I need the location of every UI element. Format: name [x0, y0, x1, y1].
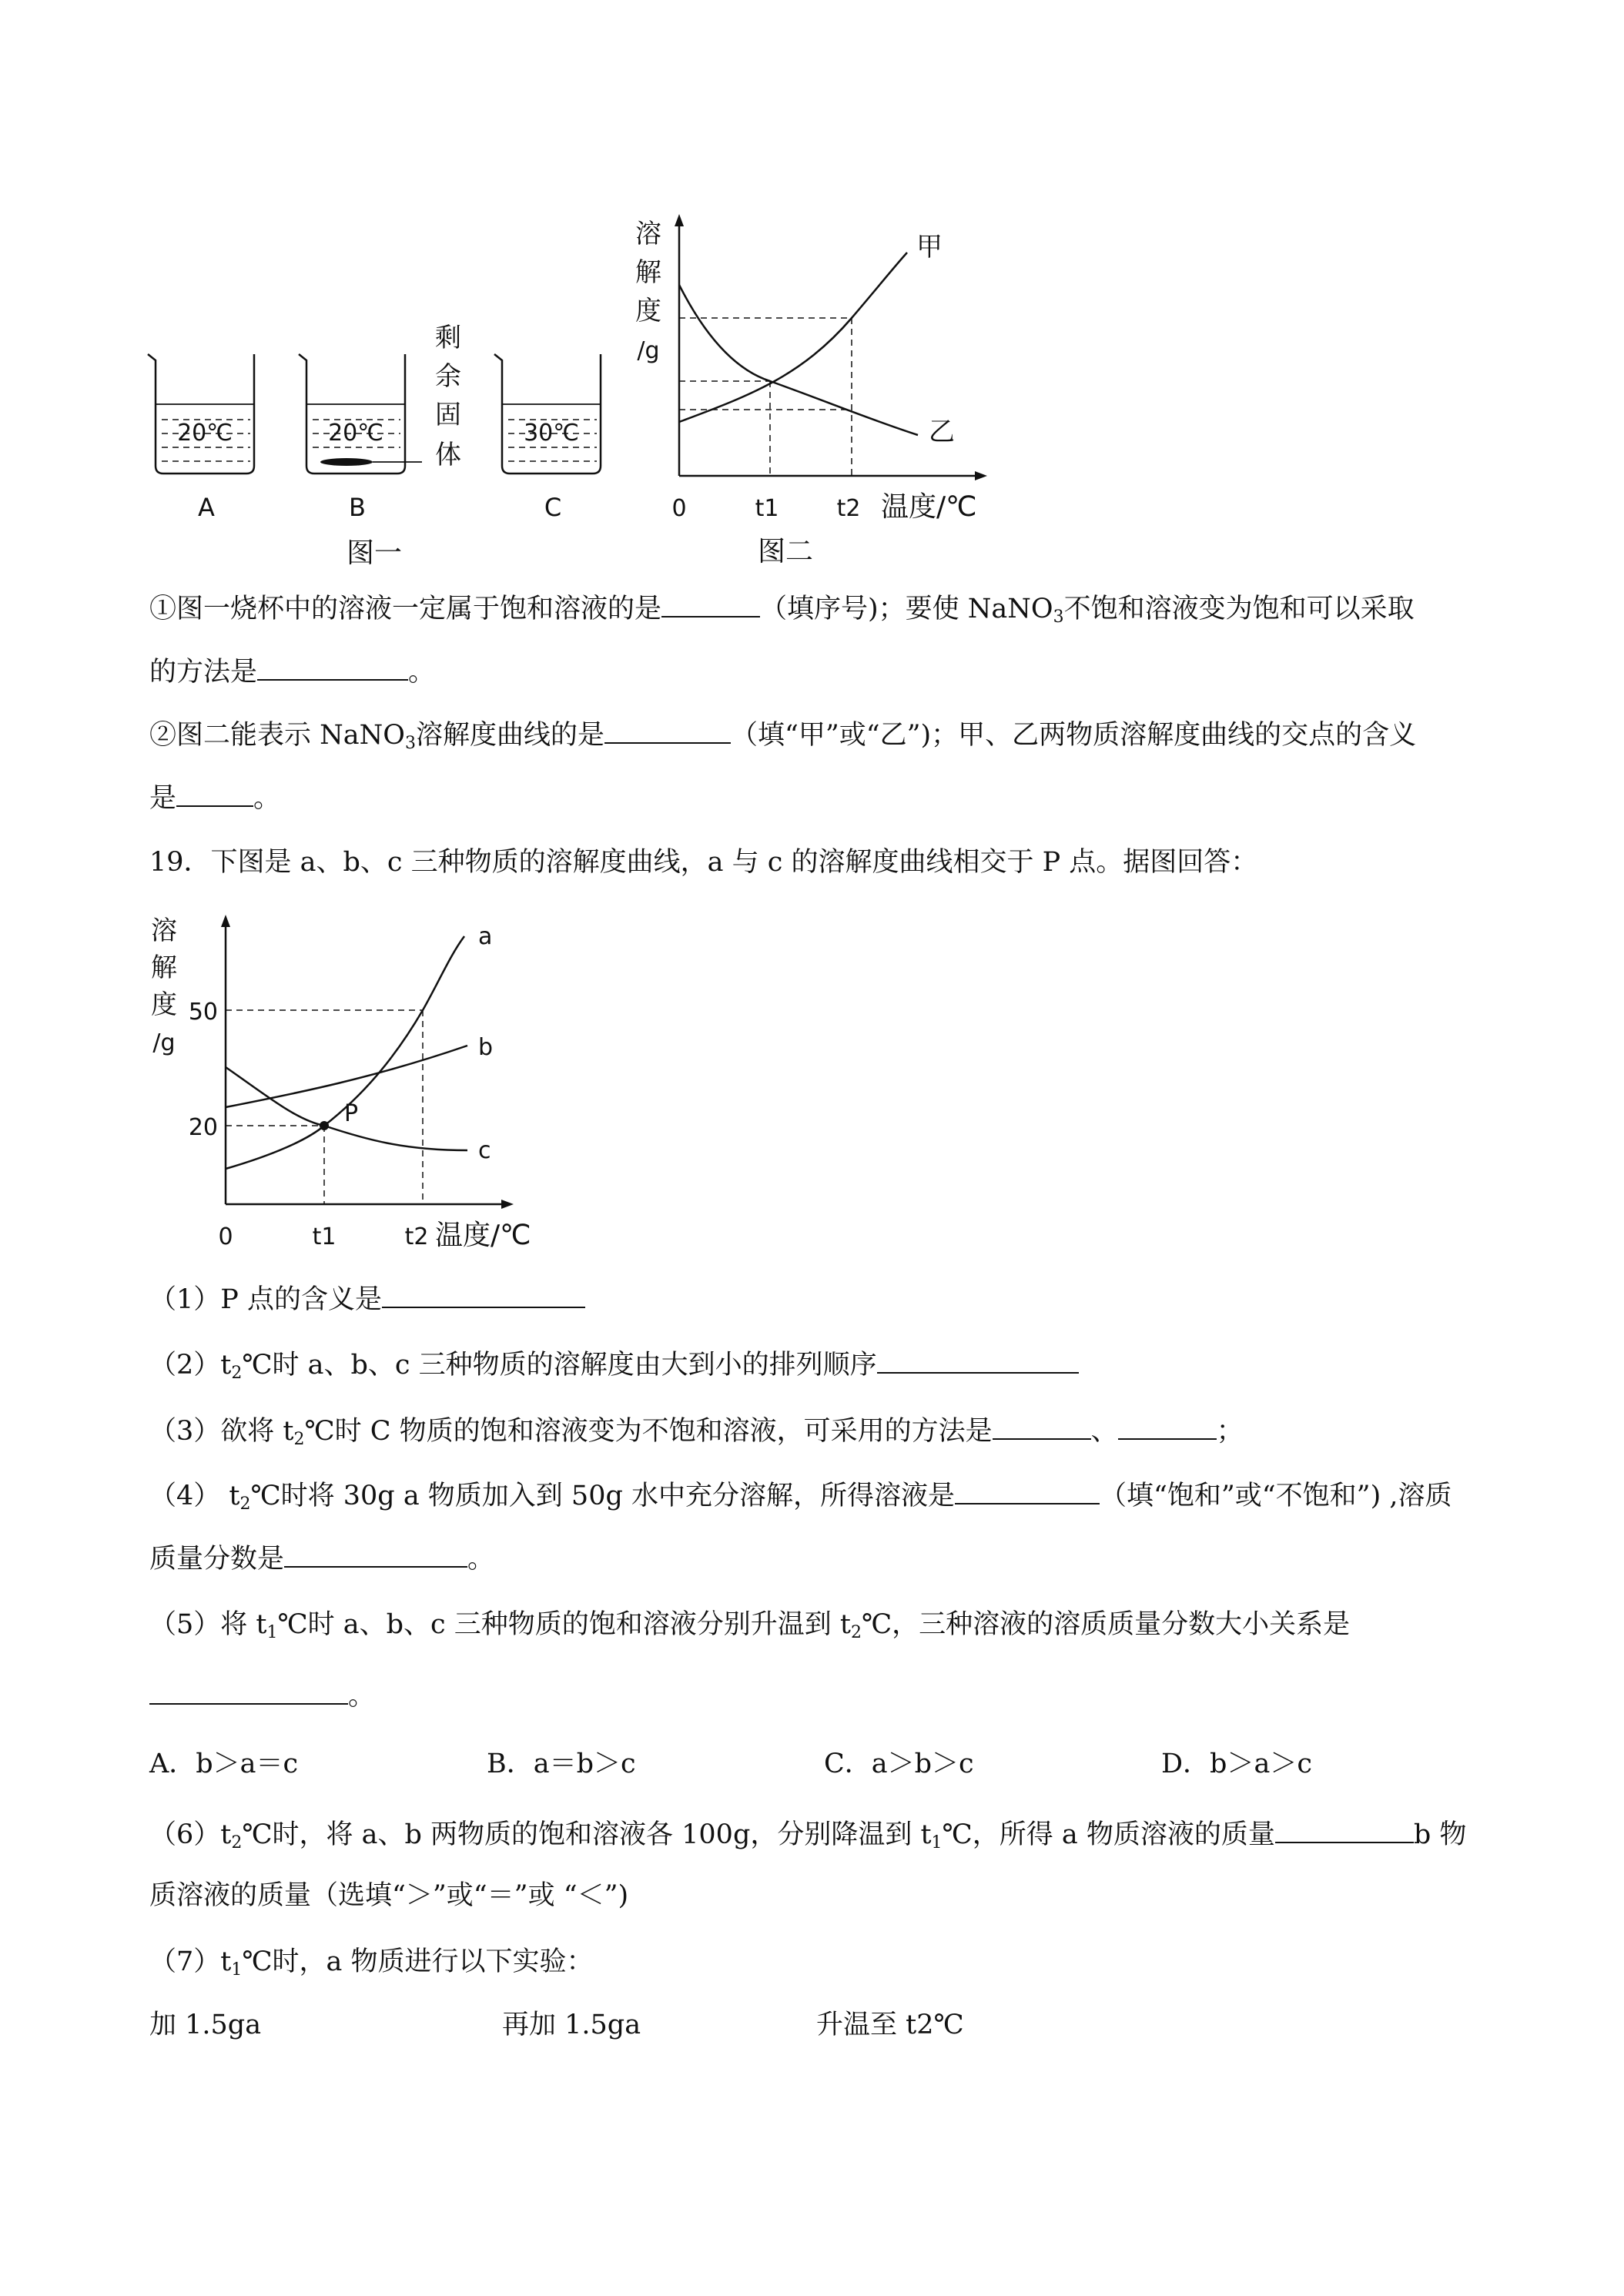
svg-text:剩: 剩	[435, 323, 461, 353]
answer-blank[interactable]	[993, 1412, 1091, 1440]
beaker-c	[494, 354, 601, 522]
figure2-guides	[679, 318, 852, 476]
q19-part5-line2: 。	[149, 1677, 375, 1713]
svg-text:固: 固	[435, 400, 461, 430]
svg-text:溶: 溶	[635, 219, 661, 249]
step-1: 加 1.5ga	[149, 2010, 262, 2040]
residue-label	[435, 323, 461, 470]
q18-line4: 是 。	[149, 779, 280, 815]
beaker-a-temp: 20℃	[177, 420, 233, 447]
choice-c[interactable]: C．a＞b＞c	[824, 1749, 974, 1779]
q19-part6-line2: 质溶液的质量（选填“＞”或“＝”或 “＜”)	[149, 1880, 629, 1911]
beaker-a-letter: A	[198, 493, 215, 522]
q19-intro: 19．下图是 a、b、c 三种物质的溶解度曲线，a 与 c 的溶解度曲线相交于 P 点。据图回答：	[149, 847, 1258, 878]
q19-part3: （3）欲将 $t_2℃$时 C 物质的饱和溶液变为不饱和溶液，可采用的方法是 、 ；	[149, 1412, 1244, 1457]
q19-part4-line2: 质量分数是 。	[149, 1540, 494, 1576]
answer-blank[interactable]	[604, 716, 731, 744]
point-p-label: P	[344, 1100, 359, 1127]
answer-blank[interactable]	[284, 1540, 467, 1568]
svg-text:余: 余	[435, 361, 461, 392]
svg-text:/g: /g	[637, 337, 660, 364]
series-c-label: c	[478, 1137, 491, 1164]
answer-blank[interactable]	[955, 1477, 1100, 1504]
figure2-xlabel: 温度/℃	[881, 491, 977, 523]
svg-text:溶: 溶	[151, 915, 177, 946]
ytick-20: 20	[188, 1114, 218, 1141]
curve-b	[226, 1046, 467, 1107]
q19-part6-line1: $(6)t_2℃$时，将 a、b 两物质的饱和溶液各 100g，分别降温到 $t_1℃$，所得 a 物质溶液的质量 b 物	[149, 1816, 1466, 1860]
beaker-c-letter: C	[544, 493, 562, 522]
svg-text:体: 体	[435, 440, 461, 470]
beaker-b	[299, 323, 461, 522]
figure2-origin: 0	[671, 495, 687, 522]
series-yi-label: 乙	[929, 417, 955, 447]
series-b-label: b	[478, 1034, 494, 1061]
intersection-point-p	[320, 1121, 329, 1130]
answer-blank[interactable]	[661, 590, 760, 618]
q19-solubility-chart	[142, 909, 543, 1263]
figure1-beakers	[139, 323, 616, 585]
curve-jia	[679, 253, 907, 422]
q19-ylabel	[151, 915, 177, 1056]
q19-xlabel: 温度/℃	[435, 1220, 531, 1251]
svg-text:解: 解	[151, 952, 177, 983]
q19-part4-line1: （4） $t_2℃$时将 30g a 物质加入到 50g 水中充分溶解，所得溶液是 （填“饱和”或“不饱和”) ,溶质	[149, 1477, 1452, 1521]
figure2-chart	[624, 208, 993, 577]
answer-blank[interactable]	[257, 653, 408, 681]
figure2-t2: t2	[836, 495, 861, 522]
q19-part7: $(7)t_1℃$时，a 物质进行以下实验：	[149, 1946, 594, 1980]
beaker-b-letter: B	[349, 493, 366, 522]
answer-blank[interactable]	[149, 1677, 348, 1705]
q19-t2: t2	[404, 1223, 429, 1250]
beaker-c-temp: 30℃	[524, 420, 579, 447]
series-a-label: a	[478, 923, 493, 950]
q18-line1: ①图一烧杯中的溶液一定属于饱和溶液的是 （填序号)；要使 NaNO$_3$不饱和溶液变为饱和可以采取	[149, 590, 1415, 634]
q19-part5-line1: （5）将 $t_1℃$时 a、b、c 三种物质的饱和溶液分别升温到 $t_2℃$，三种溶液的溶质质量分数大小关系是	[149, 1609, 1351, 1642]
figure2-caption: 图二	[757, 536, 814, 567]
figure2-t1: t1	[755, 495, 779, 522]
answer-blank[interactable]	[1118, 1412, 1217, 1440]
step-3: 升温至 t2℃	[816, 2010, 964, 2040]
choice-a[interactable]: A．b＞a＝c	[149, 1749, 299, 1779]
svg-text:解: 解	[635, 257, 661, 288]
q19-part1: （1）P 点的含义是	[149, 1280, 585, 1317]
q19-part2: $(2)t_2℃$时 a、b、c 三种物质的溶解度由大到小的排列顺序	[149, 1346, 1079, 1391]
answer-blank[interactable]	[382, 1280, 585, 1308]
svg-text:/g: /g	[152, 1029, 176, 1056]
residue-solid	[320, 458, 373, 466]
svg-text:度: 度	[635, 296, 661, 326]
ytick-50: 50	[188, 999, 218, 1026]
q18-line2: 的方法是 。	[149, 653, 435, 689]
choice-b[interactable]: B．a＝b＞c	[487, 1749, 636, 1779]
answer-blank[interactable]	[877, 1346, 1079, 1374]
q19-t1: t1	[312, 1223, 337, 1250]
curve-yi	[679, 285, 918, 435]
step-2: 再加 1.5ga	[502, 2010, 641, 2040]
q19-origin: 0	[218, 1223, 233, 1250]
answer-blank[interactable]	[1275, 1816, 1414, 1843]
figure1-caption: 图一	[346, 537, 403, 569]
curve-a	[226, 936, 464, 1169]
figure2-ylabel	[635, 219, 661, 364]
beaker-a	[148, 354, 254, 522]
series-jia-label: 甲	[916, 232, 943, 263]
choice-d[interactable]: D．b＞a＞c	[1161, 1749, 1312, 1779]
q18-line3: ②图二能表示 NaNO$_3$溶解度曲线的是 （填“甲”或“乙”)；甲、乙两物质溶解度曲线的交点的含义	[149, 716, 1416, 761]
beaker-b-temp: 20℃	[328, 420, 383, 447]
svg-text:度: 度	[151, 989, 177, 1020]
q19-guides	[226, 1010, 423, 1204]
answer-blank[interactable]	[176, 779, 253, 807]
